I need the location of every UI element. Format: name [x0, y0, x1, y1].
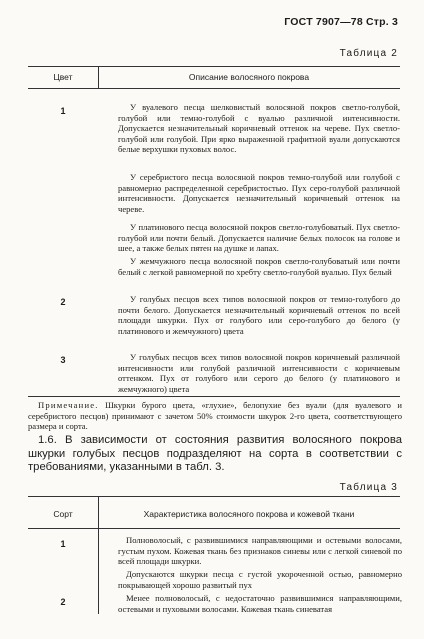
table3-col-grade: Сорт: [53, 509, 73, 519]
table2-row1-para1: У вуалевого песца шелковистый волосяной покров светло-голубой, голубой или темно-голубой с вуалью различной интенсивности. Допускается незначительный коричневый оттенок на черевe. Пух светло-голубой или голубой. При ярко выраженной графитной вуали допускаются белые верхушки пуховых волос.: [118, 102, 400, 155]
table2-top-rule: [28, 66, 400, 67]
table2-caption: Таблица 2: [339, 48, 398, 59]
table2-row3-para1: У голубых песцов всех типов волосяной покров коричневый различной интенсивности или голубой различной интенсивности с коричневым оттенком. Пух от голубого или серого до белого (у платинового и жемчужного) цвета: [118, 352, 400, 394]
table3-row2-num: 2: [60, 597, 66, 607]
table2-note: [28, 400, 402, 432]
table2-row1-para2: У серебристого песца волосяной покров темно-голубой или голубой с равномерно распределенной серебристостью. Пух серо-голубой различной интенсивности. Допускается незначительный коричневый оттенок на черевe.: [118, 172, 400, 214]
table3-row1-num: 1: [60, 539, 66, 549]
table3-row2-para1: Менее полноволосый, с недостаточно развившимися направляющими, остевыми и пуховыми волосами. Кожевая ткань синеватая: [118, 593, 402, 614]
table2-bottom-rule: [28, 396, 400, 397]
table3-col-desc: Характеристика волосяного покрова и кожевой ткани: [143, 509, 355, 519]
page-header: ГОСТ 7907—78 Стр. 3: [284, 16, 398, 28]
table2-row3-num: 3: [60, 355, 66, 365]
table2-row2-num: 2: [60, 297, 66, 307]
table2-row2-para1: У голубых песцов всех типов волосяной покров от темно-голубого до почти белого. Допускается незначительный коричневый оттенок по всей площади шкурки. Пух от голубого или серо-голубого до белого (у платинового и жемчужного) цвета: [118, 294, 400, 336]
table3-row1-para1: Полноволосый, с развившимися направляющими и остевыми волосами, густым пухом. Кожевая ткань без признаков синевы или с легкой синевой по всей площади шкурки.: [118, 535, 402, 567]
table3-top-rule: [28, 496, 400, 497]
clause-1-6: 1.6. В зависимости от состояния развития волосяного покрова шкурки голубых песцов подразделяют на сорта в соответствии с требованиями, указанными в табл. 3.: [28, 434, 402, 474]
table2-row1-num: 1: [60, 106, 66, 116]
table2-header-rule: [28, 88, 400, 89]
note-label: Примечание.: [38, 400, 99, 410]
table2-row1-para4: У жемчужного песца волосяной покров светло-голубоватый или почти белый с легкой равномерной по хребту светло-голубой вуалью. Пух белый: [118, 256, 400, 277]
table2-row1-para3: У платинового песца волосяной покров светло-голубоватый. Пух светло-голубой или почти белый. Допускается наличие белых полосок на голове и шее, а также белых пятен на душке и лапах.: [118, 222, 400, 254]
table3-header-rule: [28, 528, 400, 529]
note-text: Шкурки бурого цвета, «глухие», белопухие без вуали (для вуалевого и серебристого песцов) принимают с зачетом 50% стоимости шкурок 2-го цвета, соответствующего размера и сорта.: [28, 400, 402, 432]
table3-caption: Таблица 3: [339, 482, 398, 493]
table3-row1-para2: Допускаются шкурки песца с густой укороченной остью, равномерно покрывающей хорошо развитый пух: [118, 569, 402, 590]
table2-col-color: Цвет: [53, 72, 73, 82]
table2-col-desc: Описание волосяного покрова: [188, 72, 310, 82]
